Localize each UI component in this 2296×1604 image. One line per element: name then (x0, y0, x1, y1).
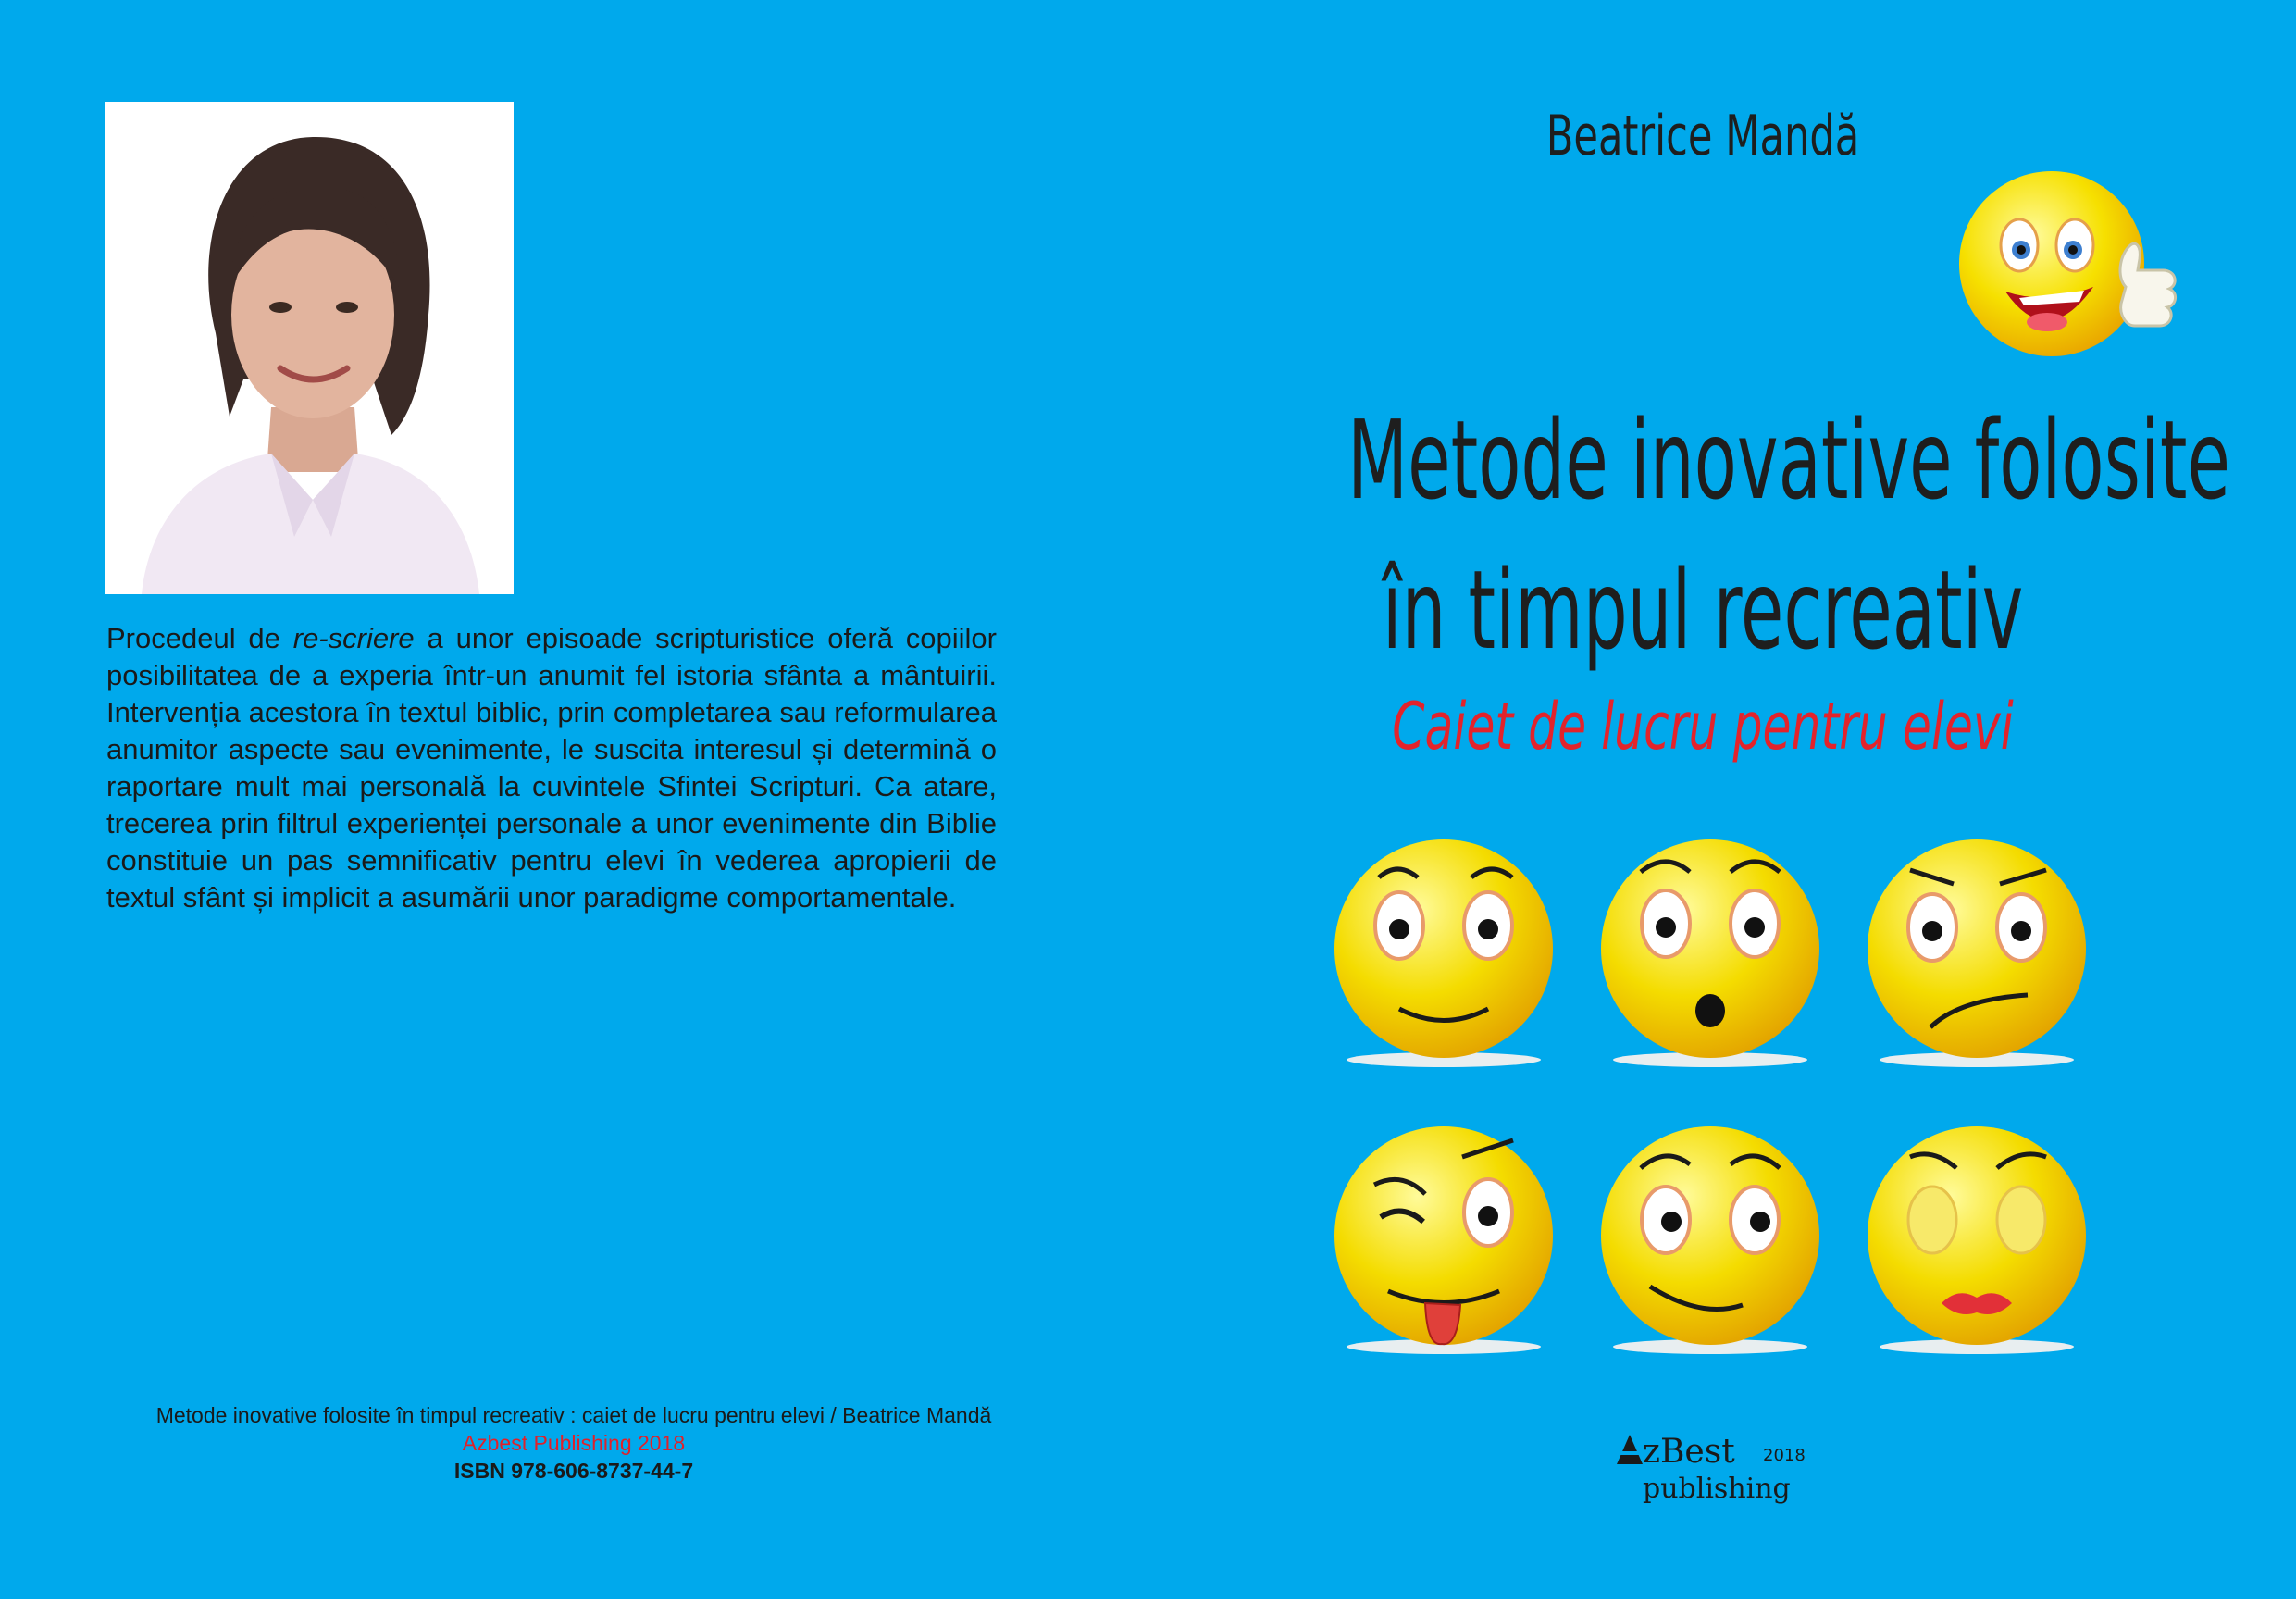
blurb-intro: Procedeul de (106, 622, 293, 654)
back-cover-blurb (106, 620, 997, 916)
book-title-line-2: în timpul recreativ (1382, 546, 2024, 674)
emoji-grid (1323, 833, 2101, 1370)
smiling-face-icon (1323, 833, 1564, 1074)
smiley-thumbs-up-icon (1955, 167, 2186, 370)
isbn-line: ISBN 978-606-8737-44-7 (453, 1459, 694, 1483)
blurb-italic-term: re-scriere (292, 622, 415, 654)
logo-text-sub: publishing (1643, 1473, 1791, 1505)
author-photo (105, 102, 514, 594)
surprised-face-icon (1590, 833, 1831, 1074)
citation-line: Metode inovative folosite în timpul recreativ : caiet de lucru pentru elevi / Beatrice Mandă (155, 1403, 992, 1427)
logo-text-main: zBest (1643, 1433, 1735, 1471)
winking-tongue-face-icon (1323, 1120, 1564, 1361)
blurb-rest: a unor episoade scripturistice oferă copiilor posibilitatea de a experia într-un anumit fel istoria sfânta a mântuirii. Intervenția acestora în textul biblic, prin completarea sau reformularea anumitor aspecte sau evenimente, le suscita interesul și determină o raportare mult mai personală la cuvintele Sfintei Scripturi. Ca atare, trecerea prin filtrul experienței personale a unor evenimente din Biblie constituie un pas semnificativ pentru elevi în vederea apropierii de textul sfânt și implicit a asumării unor paradigme comportamentale. (106, 622, 997, 914)
smirking-face-icon (1590, 1120, 1831, 1361)
kissing-face-icon (1856, 1120, 2097, 1361)
imprint-block (111, 1401, 1036, 1485)
skeptical-face-icon (1856, 833, 2097, 1074)
logo-text-year: 2018 (1763, 1446, 1806, 1465)
book-title-line-1: Metode inovative folosite (1347, 396, 2230, 524)
book-subtitle: Caiet de lucru pentru elevi (1392, 689, 2014, 765)
publisher-logo (1615, 1425, 1809, 1509)
author-name: Beatrice Mandă (1545, 104, 1860, 168)
publisher-line: Azbest Publishing 2018 (462, 1431, 686, 1455)
